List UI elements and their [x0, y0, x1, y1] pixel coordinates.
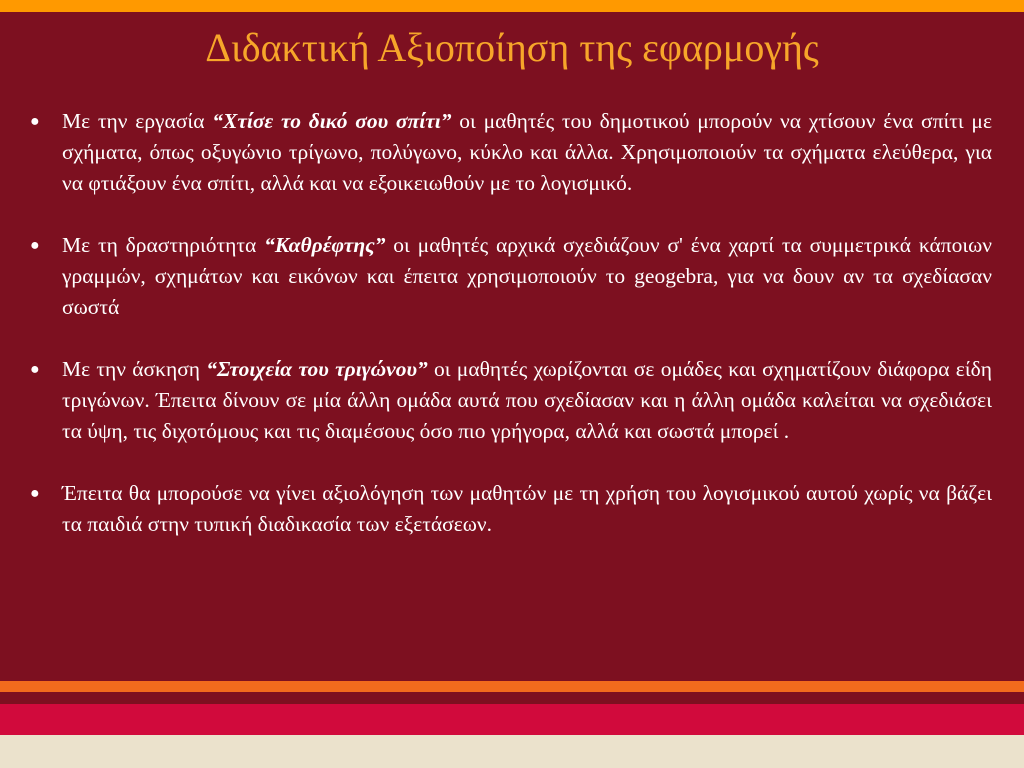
activity-title: “Χτίσε το δικό σου σπίτι” [212, 109, 452, 133]
bullet-text-body: οι μαθητές χωρίζονται σε ομάδες και σχηματίζουν διάφορα είδη τριγώνων. Έπειτα δίνουν σε μία άλλη ομάδα αυτά που σχεδίασαν και η άλλη ομάδα καλείται να σχεδιάσει τα ύψη, τις διχοτόμους και τις διαμέσους όσο πιο γρήγορα, αλλά και σωστά μπορεί . [62, 357, 992, 443]
bullet-item-assessment [30, 478, 992, 540]
bullet-item-triangle-elements [30, 354, 992, 447]
bullet-dot-icon: ● [30, 485, 40, 502]
bullet-item-build-house [30, 106, 992, 199]
footer-band-orange [0, 681, 1024, 692]
bullet-text-body: οι μαθητές του δημοτικού μπορούν να χτίσουν ένα σπίτι με σχήματα, όπως οξυγώνιο τρίγωνο, πολύγωνο, κύκλο και άλλα. Χρησιμοποιούν τα σχήματα ελεύθερα, για να φτιάξουν ένα σπίτι, αλλά και να εξοικειωθούν με το λογισμικό. [62, 109, 992, 195]
bullet-item-mirror [30, 230, 992, 323]
bullet-dot-icon: ● [30, 361, 40, 378]
bullet-text-intro: Με την εργασία [62, 109, 213, 133]
activity-title: “Καθρέφτης” [264, 233, 386, 257]
bullet-dot-icon: ● [30, 237, 40, 254]
bullet-text-intro: Με τη δραστηριότητα [62, 233, 265, 257]
bullet-text-intro: Με την άσκηση [62, 357, 207, 381]
footer-band-gap [0, 692, 1024, 704]
bullet-dot-icon: ● [30, 113, 40, 130]
bullet-text-body: οι μαθητές αρχικά σχεδιάζουν σ' ένα χαρτί τα συμμετρικά κάποιων γραμμών, σχημάτων και εικόνων και έπειτα χρησιμοποιούν το geogebra, για να δουν αν τα σχεδίασαν σωστά [62, 233, 992, 319]
bullet-list [30, 106, 992, 571]
top-accent-stripe [0, 0, 1024, 12]
slide-title: Διδακτική Αξιοποίηση της εφαρμογής [205, 25, 819, 70]
footer-band-cream [0, 735, 1024, 768]
footer-band-red [0, 704, 1024, 735]
bullet-text-body: Έπειτα θα μπορούσε να γίνει αξιολόγηση των μαθητών με τη χρήση του λογισμικού αυτού χωρίς να βάζει τα παιδιά στην τυπική διαδικασία των εξετάσεων. [62, 481, 992, 536]
activity-title: “Στοιχεία του τριγώνου” [206, 357, 428, 381]
